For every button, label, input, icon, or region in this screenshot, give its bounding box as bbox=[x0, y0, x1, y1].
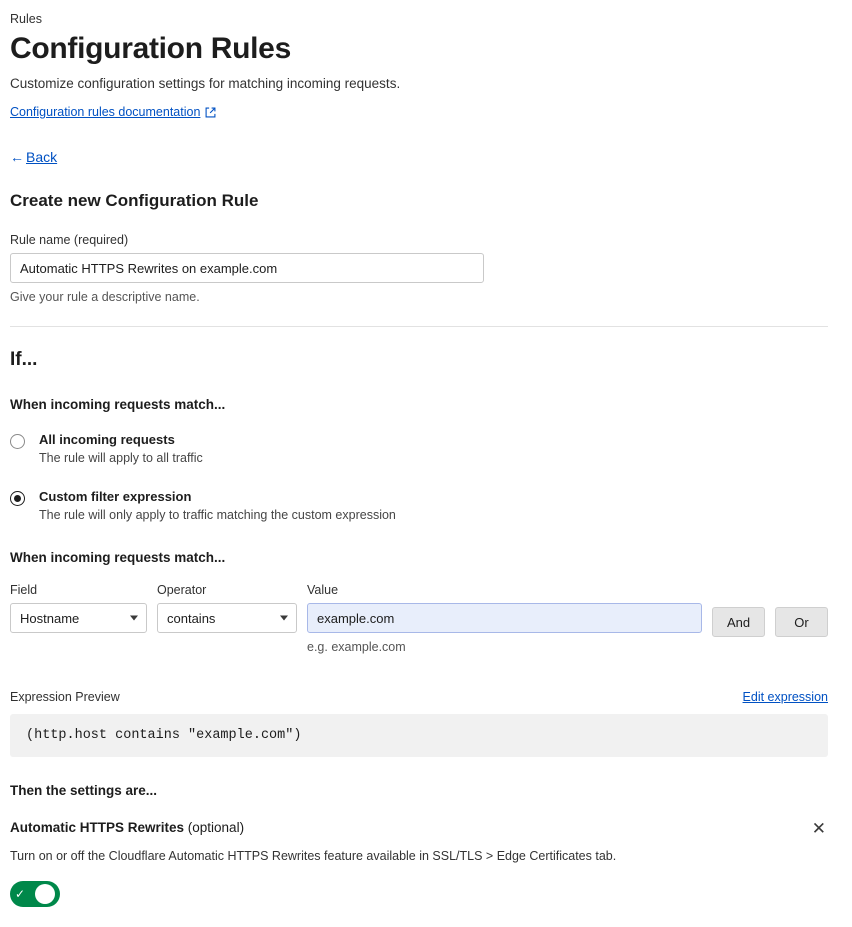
setting-optional-tag: (optional) bbox=[184, 820, 245, 835]
radio-title-all-requests: All incoming requests bbox=[39, 432, 175, 447]
page-subtitle: Customize configuration settings for matching incoming requests. bbox=[10, 76, 401, 91]
expression-preview-label: Expression Preview bbox=[10, 690, 120, 704]
radio-option-custom-filter[interactable] bbox=[10, 489, 828, 522]
radio-icon-all-requests[interactable] bbox=[10, 434, 25, 449]
radio-option-custom-filter-text bbox=[39, 489, 396, 522]
back-arrow-icon: ← bbox=[10, 149, 24, 165]
and-button[interactable]: And bbox=[712, 607, 765, 637]
expression-builder-heading: When incoming requests match... bbox=[10, 550, 226, 565]
field-select-value: Hostname bbox=[20, 610, 80, 626]
external-link-icon bbox=[205, 107, 216, 118]
close-icon[interactable]: ✕ bbox=[811, 819, 826, 838]
chevron-down-icon bbox=[130, 616, 138, 621]
chevron-down-icon bbox=[280, 616, 288, 621]
operator-label: Operator bbox=[157, 583, 207, 597]
expression-preview-box: (http.host contains "example.com") bbox=[10, 714, 828, 757]
radio-title-custom-filter: Custom filter expression bbox=[39, 489, 192, 504]
page-title: Configuration Rules bbox=[10, 32, 291, 65]
field-label: Field bbox=[10, 583, 38, 597]
create-rule-heading: Create new Configuration Rule bbox=[10, 191, 259, 210]
setting-description: Turn on or off the Cloudflare Automatic HTTPS Rewrites feature available in SSL/TLS > Edge Certificates tab. bbox=[10, 849, 617, 863]
value-hint: e.g. example.com bbox=[307, 640, 406, 654]
automatic-https-rewrites-toggle[interactable] bbox=[10, 881, 60, 907]
operator-select[interactable] bbox=[157, 603, 297, 633]
back-link-label[interactable]: Back bbox=[26, 149, 58, 165]
value-column bbox=[307, 583, 702, 654]
setting-title bbox=[10, 820, 244, 835]
check-icon: ✓ bbox=[15, 887, 26, 901]
or-button[interactable]: Or bbox=[775, 607, 828, 637]
section-divider bbox=[10, 326, 828, 327]
field-column bbox=[10, 583, 147, 633]
if-section-heading: If... bbox=[10, 349, 38, 370]
value-input[interactable] bbox=[307, 603, 702, 633]
rule-name-input[interactable] bbox=[10, 253, 484, 283]
operator-column bbox=[157, 583, 297, 633]
setting-name: Automatic HTTPS Rewrites bbox=[10, 820, 185, 835]
operator-select-value: contains bbox=[167, 610, 216, 626]
rule-name-hint: Give your rule a descriptive name. bbox=[10, 290, 200, 304]
rule-name-label: Rule name (required) bbox=[10, 233, 129, 247]
radio-option-all-requests[interactable] bbox=[10, 432, 828, 465]
radio-desc-all-requests: The rule will apply to all traffic bbox=[39, 451, 203, 465]
documentation-link[interactable] bbox=[10, 105, 216, 119]
back-navigation[interactable] bbox=[10, 149, 828, 165]
match-mode-heading: When incoming requests match... bbox=[10, 397, 226, 412]
edit-expression-link[interactable]: Edit expression bbox=[742, 690, 828, 704]
toggle-knob bbox=[35, 884, 55, 904]
documentation-link-label: Configuration rules documentation bbox=[10, 105, 201, 119]
radio-icon-custom-filter[interactable] bbox=[10, 491, 25, 506]
expression-builder bbox=[10, 583, 828, 654]
breadcrumb[interactable]: Rules bbox=[10, 12, 42, 26]
expression-preview-header bbox=[10, 690, 828, 704]
radio-option-all-requests-text bbox=[39, 432, 203, 465]
value-label: Value bbox=[307, 583, 339, 597]
field-select[interactable] bbox=[10, 603, 147, 633]
then-section-heading: Then the settings are... bbox=[10, 783, 158, 798]
radio-desc-custom-filter: The rule will only apply to traffic matching the custom expression bbox=[39, 508, 396, 522]
rule-name-group bbox=[10, 233, 828, 304]
setting-header-row bbox=[10, 820, 828, 837]
